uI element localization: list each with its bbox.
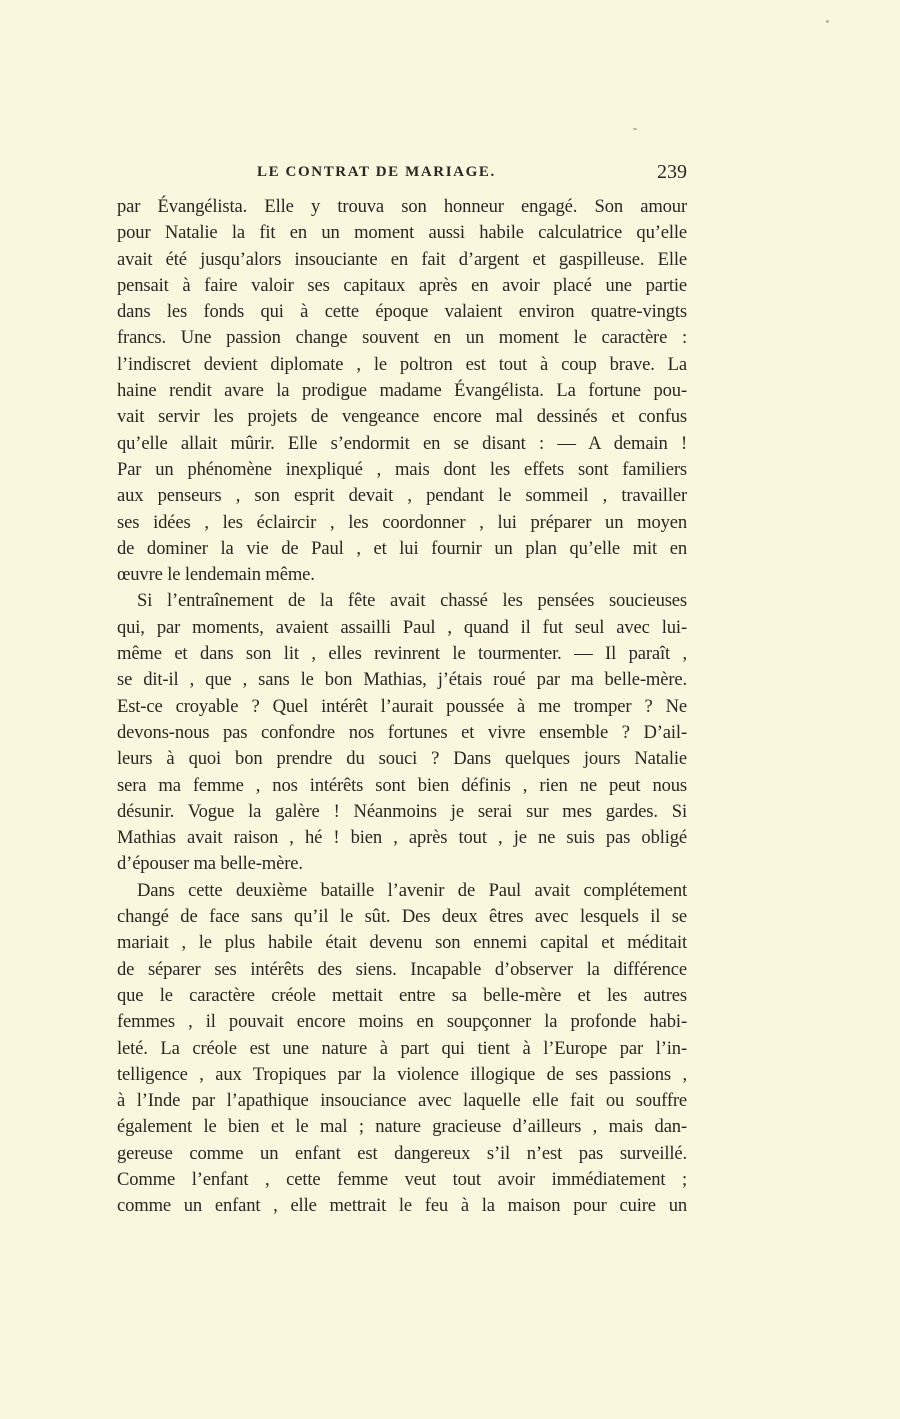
text-line: ses idées , les éclaircir , les coordonner , lui préparer un moyen [117,511,687,533]
text-line: Si l’entraînement de la fête avait chassé les pensées soucieuses [137,590,687,612]
page-number: 239 [657,161,687,183]
text-line: femmes , il pouvait encore moins en soupçonner la profonde habi- [117,1011,687,1033]
text-line: dans les fonds qui à cette époque valaient environ quatre-vingts [117,301,687,323]
text-line: leurs à quoi bon prendre du souci ? Dans quelques jours Natalie [117,748,687,770]
text-line: qui, par moments, avaient assailli Paul , quand il fut seul avec lui- [117,616,687,638]
text-line: mariait , le plus habile était devenu son ennemi capital et méditait [117,932,687,954]
text-line: pour Natalie la fit en un moment aussi habile calculatrice qu’elle [117,222,687,244]
text-line: qu’elle allait mûrir. Elle s’endormit en se disant : — A demain ! [117,432,687,454]
text-line: que le caractère créole mettait entre sa belle-mère et les autres [117,984,687,1006]
text-line: à l’Inde par l’apathique insouciance avec laquelle elle fait ou souffre [117,1090,687,1112]
text-line: haine rendit avare la prodigue madame Évangélista. La fortune pou- [117,380,687,402]
text-line: francs. Une passion change souvent en un moment le caractère : [117,327,687,349]
text-line: désunir. Vogue la galère ! Néanmoins je serai sur mes gardes. Si [117,800,687,822]
text-line: Comme l’enfant , cette femme veut tout avoir immédiatement ; [117,1168,687,1190]
text-line: par Évangélista. Elle y trouva son honneur engagé. Son amour [117,196,687,217]
text-line: changé de face sans qu’il le sût. Des deux êtres avec lesquels il se [117,906,687,928]
text-line: leté. La créole est une nature à part qui tient à l’Europe par l’in- [117,1037,687,1059]
running-title: LE CONTRAT DE MARIAGE. [257,164,496,180]
text-line: aux penseurs , son esprit devait , pendant le sommeil , travailler [117,485,687,507]
text-line: de séparer ses intérêts des siens. Incapable d’observer la différence [117,958,687,980]
text-line: vait servir les projets de vengeance encore mal dessinés et confus [117,406,687,428]
text-line: se dit-il , que , sans le bon Mathias, j’étais roué par ma belle-mère. [117,669,687,691]
text-line: de dominer la vie de Paul , et lui fournir un plan qu’elle mit en [117,537,687,559]
text-line: également le bien et le mal ; nature gracieuse d’ailleurs , mais dan- [117,1116,687,1138]
text-line: sera ma femme , nos intérêts sont bien définis , rien ne peut nous [117,774,687,796]
text-line: Est-ce croyable ? Quel intérêt l’aurait poussée à me tromper ? Ne [117,695,687,717]
running-header [117,162,687,188]
text-line: Dans cette deuxième bataille l’avenir de Paul avait complétement [137,879,687,901]
text-line: d’épouser ma belle-mère. [117,853,303,875]
text-line: gereuse comme un enfant est dangereux s’il n’est pas surveillé. [117,1142,687,1164]
text-line: Par un phénomène inexpliqué , mais dont les effets sont familiers [117,458,687,480]
paper-speck [826,20,829,23]
paper-speck [633,128,637,130]
text-line: avait été jusqu’alors insouciante en fait d’argent et gaspilleuse. Elle [117,248,687,270]
text-line: même et dans son lit , elles revinrent le tourmenter. — Il paraît , [117,643,687,665]
body-text [117,194,687,1220]
text-line: œuvre le lendemain même. [117,564,315,586]
text-line: telligence , aux Tropiques par la violence illogique de ses passions , [117,1063,687,1085]
text-line: pensait à faire valoir ses capitaux après en avoir placé une partie [117,274,687,296]
text-line: Mathias avait raison , hé ! bien , après tout , je ne suis pas obligé [117,827,687,849]
text-line: comme un enfant , elle mettrait le feu à la maison pour cuire un [117,1195,687,1217]
text-line: l’indiscret devient diplomate , le poltron est tout à coup brave. La [117,353,687,375]
text-line: devons-nous pas confondre nos fortunes et vivre ensemble ? D’ail- [117,721,687,743]
